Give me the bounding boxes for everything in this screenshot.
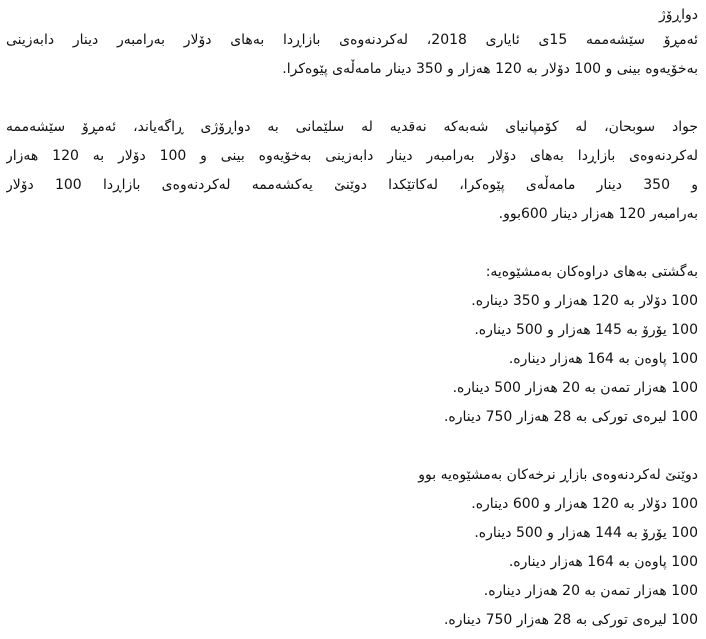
paragraph-spacer [6,229,698,258]
quote-line: و 350 دینار مامەڵەی پێوەکرا، لەکاتێکدا دوێنێ یەکشەممە لەکردنەوەی بازاڕدا 100 دۆلار [6,177,698,193]
quote-line: لەکردنەوەی بازاڕدا بەهای دۆلار بەرامبەر دینار دابەزینی بەخۆیەوە بینی و 100 دۆلار بە 120 هەزار [6,148,698,164]
quote-line: جواد سوبحان، لە کۆمپانیای شەبەکە نەقدیە لە سلێمانی بە دواڕۆژی ڕاگەیاند، ئەمڕۆ سێشەممە [6,119,698,135]
paragraph-spacer [6,432,698,461]
rate-line: 100 یۆرۆ بە 144 هەزار و 500 دینارە. [474,525,698,541]
rate-line: 100 لیرەی تورکی بە 28 هەزار 750 دینارە. [443,612,698,628]
yesterday-rates-heading: دوێنێ لەکردنەوەی بازاڕ نرخەکان بەمشێوەیە بوو [418,467,698,483]
intro-line: ئەمڕۆ سێشەممە 15ی ئایاری 2018، لەکردنەوەی بازاڕدا بەهای دۆلار بەرامبەر دینار دابەزینی [6,32,698,48]
rate-line: 100 دۆلار بە 120 هەزار و 350 دینارە. [471,293,698,309]
quote-line: بەرامبەر 120 هەزار دینار 600بوو. [498,206,698,222]
article-title: دواڕۆژ [659,7,698,23]
rate-line: 100 یۆرۆ بە 145 هەزار و 500 دینارە. [474,322,698,338]
today-rates-heading: بەگشتی بەهای دراوەکان بەمشێوەیە: [485,264,698,280]
intro-line: بەخۆیەوە بینی و 100 دۆلار بە 120 هەزار و 350 دینار مامەڵەی پێوەکرا. [282,61,698,77]
paragraph-spacer [6,84,698,113]
rate-line: 100 دۆلار بە 120 هەزار و 600 دینارە. [471,496,698,512]
rate-line: 100 پاوەن بە 164 هەزار دینارە. [508,351,698,367]
rate-line: 100 پاوەن بە 164 هەزار دینارە. [508,554,698,570]
rate-line: 100 هەزار تمەن بە 20 هەزار دینارە. [483,583,698,599]
rate-line: 100 هەزار تمەن بە 20 هەزار 500 دینارە. [452,380,698,396]
rate-line: 100 لیرەی تورکی بە 28 هەزار 750 دینارە. [443,409,698,425]
